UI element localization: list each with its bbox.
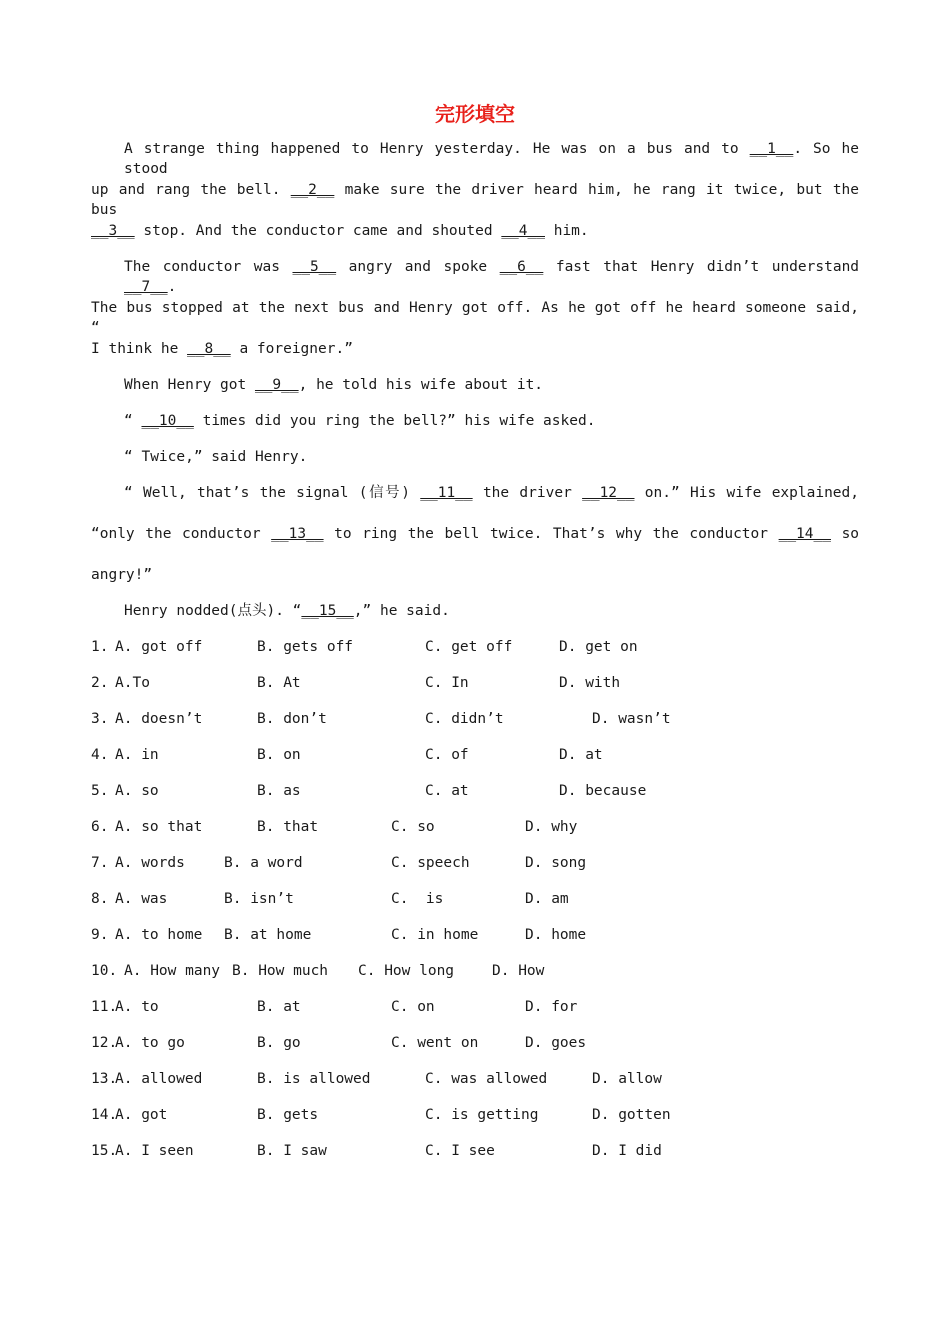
passage-line <box>124 257 859 297</box>
passage-text: A strange thing happened to Henry yesterday. He was on a bus and to <box>124 141 739 157</box>
option-a: A. to go <box>115 1035 185 1051</box>
passage-text: the driver <box>482 485 572 501</box>
passage-text: “ Well, that’s the signal (信号) <box>124 485 410 501</box>
option-a: A. to home <box>115 927 203 943</box>
passage-line <box>91 524 859 544</box>
option-c: C. on <box>391 999 435 1015</box>
option-d: D. I did <box>592 1143 662 1159</box>
option-d: D. because <box>559 783 647 799</box>
option-a: A.To <box>115 675 150 691</box>
question-number: 8. <box>91 891 109 907</box>
blank-2: __2__ <box>290 182 335 198</box>
question-number: 12. <box>91 1035 118 1051</box>
option-d: D. am <box>525 891 569 907</box>
option-a: A. to <box>115 999 159 1015</box>
blank-7: __7__ <box>124 279 168 295</box>
option-c: C. is getting <box>425 1107 539 1123</box>
option-b: B. is allowed <box>257 1071 371 1087</box>
option-c: C. of <box>425 747 469 763</box>
blank-8: __8__ <box>187 341 231 357</box>
option-a: A. words <box>115 855 185 871</box>
option-d: D. wasn’t <box>592 711 671 727</box>
option-b: B. gets off <box>257 639 354 655</box>
option-b: B. gets <box>257 1107 319 1123</box>
question-number: 13. <box>91 1071 118 1087</box>
question-number: 14. <box>91 1107 118 1123</box>
option-d: D. for <box>525 999 578 1015</box>
option-c: C. How long <box>358 963 455 979</box>
question-number: 6. <box>91 819 109 835</box>
passage-text: “ <box>124 413 133 429</box>
passage-text: I think he <box>91 341 179 357</box>
passage-text: When Henry got <box>124 377 247 393</box>
option-d: D. song <box>525 855 587 871</box>
passage-text: The conductor was <box>124 259 280 275</box>
blank-14: __14__ <box>778 526 831 542</box>
passage-line <box>124 139 859 179</box>
option-c: C. was allowed <box>425 1071 548 1087</box>
option-a: A. got off <box>115 639 203 655</box>
option-a: A. so <box>115 783 159 799</box>
question-number: 1. <box>91 639 109 655</box>
option-a: A. got <box>115 1107 168 1123</box>
option-a: A. was <box>115 891 168 907</box>
option-b: B. At <box>257 675 301 691</box>
option-d: D. goes <box>525 1035 587 1051</box>
passage-text: him. <box>553 223 589 239</box>
passage-text: Henry nodded(点头). “ <box>124 603 302 619</box>
question-number: 9. <box>91 927 109 943</box>
option-a: A. in <box>115 747 159 763</box>
blank-11: __11__ <box>420 485 473 501</box>
blank-15: __15__ <box>301 603 354 619</box>
passage-text: times did you ring the bell?” his wife asked. <box>202 413 596 429</box>
passage-text: ,” he said. <box>353 603 450 619</box>
option-a: A. doesn’t <box>115 711 203 727</box>
option-d: D. at <box>559 747 603 763</box>
passage-text: . So he stood <box>124 141 859 177</box>
option-d: D. with <box>559 675 621 691</box>
blank-6: __6__ <box>499 259 544 275</box>
passage-line <box>91 339 859 359</box>
page-title: 完形填空 <box>435 102 515 126</box>
passage-line <box>91 221 859 241</box>
option-b: B. isn’t <box>224 891 294 907</box>
blank-13: __13__ <box>271 526 324 542</box>
option-b: B. that <box>257 819 319 835</box>
option-b: B. at <box>257 999 301 1015</box>
option-c: C. so <box>391 819 435 835</box>
option-b: B. I saw <box>257 1143 327 1159</box>
passage-line <box>124 483 859 503</box>
blank-1: __1__ <box>749 141 794 157</box>
question-number: 15. <box>91 1143 118 1159</box>
option-c: C. went on <box>391 1035 479 1051</box>
question-number: 11. <box>91 999 118 1015</box>
option-c: C. didn’t <box>425 711 504 727</box>
blank-9: __9__ <box>254 377 299 393</box>
question-number: 7. <box>91 855 109 871</box>
passage-line <box>124 601 859 621</box>
option-c: C. is <box>391 891 444 907</box>
passage-text: up and rang the bell. <box>91 182 281 198</box>
option-c: C. at <box>425 783 469 799</box>
passage-line <box>91 298 859 338</box>
option-c: C. I see <box>425 1143 495 1159</box>
question-number: 5. <box>91 783 109 799</box>
passage-line <box>124 447 859 467</box>
blank-12: __12__ <box>582 485 635 501</box>
passage-line <box>124 411 859 431</box>
question-number: 10. <box>91 963 118 979</box>
blank-3: __3__ <box>91 223 135 239</box>
question-number: 2. <box>91 675 109 691</box>
passage-text: stop. And the conductor came and shouted <box>143 223 493 239</box>
passage-text: so <box>841 526 860 542</box>
passage-line <box>91 180 859 220</box>
option-b: B. How much <box>232 963 329 979</box>
passage-text: angry!” <box>91 567 153 583</box>
option-d: D. why <box>525 819 578 835</box>
option-d: D. gotten <box>592 1107 671 1123</box>
option-b: B. as <box>257 783 301 799</box>
passage-text: angry and spoke <box>348 259 488 275</box>
blank-10: __10__ <box>141 413 194 429</box>
option-d: D. allow <box>592 1071 662 1087</box>
option-a: A. allowed <box>115 1071 203 1087</box>
option-b: B. at home <box>224 927 312 943</box>
blank-5: __5__ <box>292 259 337 275</box>
option-a: A. so that <box>115 819 203 835</box>
option-c: C. In <box>425 675 469 691</box>
option-c: C. in home <box>391 927 479 943</box>
option-d: D. How <box>492 963 545 979</box>
passage-text: a foreigner.” <box>239 341 353 357</box>
option-b: B. don’t <box>257 711 327 727</box>
question-number: 3. <box>91 711 109 727</box>
passage-text: The bus stopped at the next bus and Henry got off. As he got off he heard someone said, “ <box>91 300 859 336</box>
passage-text: fast that Henry didn’t understand <box>555 259 860 275</box>
option-a: A. I seen <box>115 1143 194 1159</box>
option-a: A. How many <box>124 963 221 979</box>
passage-text: “ Twice,” said Henry. <box>124 449 308 465</box>
option-b: B. on <box>257 747 301 763</box>
passage-text: . <box>167 279 177 295</box>
passage-text: “only the conductor <box>91 526 261 542</box>
passage-text: to ring the bell twice. That’s why the conductor <box>334 526 768 542</box>
question-number: 4. <box>91 747 109 763</box>
option-b: B. a word <box>224 855 303 871</box>
passage-line <box>91 565 859 585</box>
option-c: C. speech <box>391 855 470 871</box>
passage-text: , he told his wife about it. <box>298 377 544 393</box>
option-b: B. go <box>257 1035 301 1051</box>
passage-text: make sure the driver heard him, he rang it twice, but the bus <box>91 182 860 218</box>
passage-line <box>124 375 859 395</box>
blank-4: __4__ <box>501 223 545 239</box>
option-d: D. get on <box>559 639 638 655</box>
passage-text: on.” His wife explained, <box>644 485 860 501</box>
option-d: D. home <box>525 927 587 943</box>
option-c: C. get off <box>425 639 513 655</box>
